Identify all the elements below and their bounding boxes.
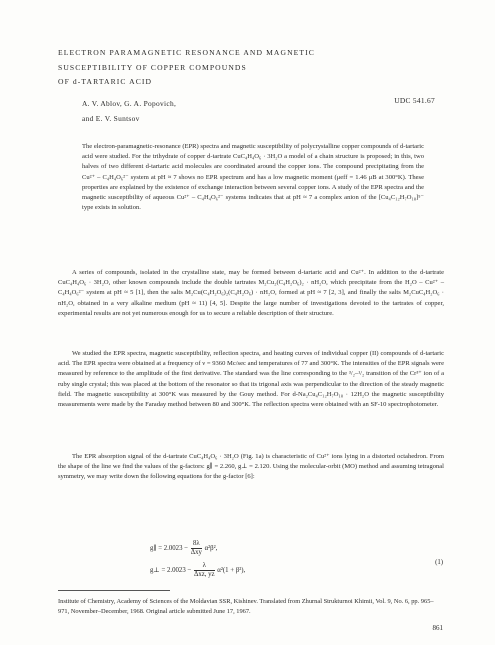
- title-line-1: ELECTRON PARAMAGNETIC RESONANCE AND MAGNETIC: [58, 48, 315, 57]
- eq-denominator: Δxy: [190, 549, 202, 556]
- eq-lhs: g⊥ = 2.0023 −: [150, 567, 192, 575]
- title-line-2: SUSCEPTIBILITY OF COPPER COMPOUNDS: [58, 62, 247, 72]
- body-paragraph-3: [58, 452, 444, 483]
- eq-fraction: [194, 562, 215, 579]
- authors-line-2: and E. V. Suntsov: [82, 114, 140, 123]
- paragraph-text: We studied the EPR spectra, magnetic susceptibility, reflection spectra, and heating curves of individual copper (II) compounds of d-tartaric acid. The EPR spectra were obtained at a frequency of ν = 9360 Mc/sec and temperatures of 77 and 300°K. The intensities of the EPR signals were measured by reference to the amplitude of the first derivative. The standard was the line corresponding to the ³/₂–¹/₂ transition of the Cr³⁺ ion of a ruby single crystal; this was placed at the bottom of the resonator so that its trigonal axis was perpendicular to the direction of the steady magnetic field. The magnetic susceptibility at 300°K was measured by the Gouy method. For d-Na₂Cu₄C₁₂H₇O₁₈ · 12H₂O the magnetic susceptibility measurements were made by the Faraday method between 80 and 300°K. The reflection spectra were obtained with an SF-10 spectrophotometer.: [58, 350, 444, 409]
- eq-rhs: α²(1 + β²),: [217, 567, 246, 575]
- title-line-3: OF d-TARTARIC ACID: [58, 77, 153, 86]
- abstract: The electron-paramagnetic-resonance (EPR) spectra and magnetic susceptibility of polycrystalline copper compounds of d-tartaric acid were studied. For the trihydrate of copper d-tartrate CuC₄H₄O₆ · 3H₂O a model of a chain structure is proposed; in this, two halves of two different d-tartaric acid molecules are coordinated around the copper ions. The compound precipitating from the Cu²⁺ – C₄H₄O₆²⁻ system at pH ≈ 7 shows no EPR spectrum and has a low magnetic moment (μeff = 1.46 μB at 300°K). These properties are explained by the existence of exchange interaction between several copper ions. A study of the EPR spectra and the magnetic susceptibility of aqueous Cu²⁺ – C₄H₄O₆²⁻ systems indicates that at pH ≈ 7 a complex anion of the [Cu₄C₁₂H₇O₁₈]⁵⁻ type exists in solution.: [82, 143, 424, 212]
- equation-number: (1): [435, 559, 443, 566]
- eq-lhs: g∥ = 2.0023 −: [150, 545, 188, 553]
- eq-numerator: 8λ: [191, 540, 202, 549]
- eq-fraction: [191, 540, 202, 557]
- equation-g-perpendicular: [150, 562, 245, 579]
- eq-numerator: λ: [194, 562, 215, 571]
- author-list: [82, 96, 176, 126]
- footnote: Institute of Chemistry, Academy of Sciences of the Moldavian SSR, Kishinev. Translated from Zhurnal Strukturnoi Khimii, Vol. 9, No. 6, pp. 965–971, November–December, 1968. Original article submitted June 17, 1967.: [58, 598, 434, 615]
- article-title: [58, 46, 315, 90]
- eq-rhs: α²β²,: [204, 545, 218, 553]
- body-paragraph-1: [58, 268, 444, 319]
- authors-line-1: A. V. Ablov, G. A. Popovich,: [82, 99, 177, 108]
- equation-g-parallel: [150, 540, 217, 557]
- paragraph-text: A series of compounds, isolated in the crystalline state, may be formed between d-tartaric acid and Cu²⁺. In addition to the d-tartrate CuC₄H₄O₆ · 3H₂O, other known compounds include the double tartrates M₂Cu₂(C₄H₂O₆)₂ · nH₂O, which precipitate from the H₂O – Cu²⁺ – C₄H₄O₆²⁻ system at pH ≈ 5 [1], then the salts M₂Cu(C₄H₂O₆)₂(C₄H₂O₆) · nH₂O, formed at pH ≈ 7 [2, 3], and finally the salts M₂CuC₄H₂O₆ · nH₂O, obtained in a very alkaline medium (pH ≈ 11) [4, 5]. Despite the large number of investigations devoted to the tartrates of copper, experimental results are not yet numerous enough for us to secure a reliable description of their structure.: [58, 269, 444, 317]
- footnote-divider: [58, 590, 170, 591]
- udc-code: UDC 541.67: [394, 96, 435, 105]
- eq-denominator: Δxz, yz: [193, 571, 215, 578]
- page-number: 861: [432, 624, 443, 632]
- paragraph-text: The EPR absorption signal of the d-tartrate CuC₄H₄O₆ · 3H₂O (Fig. 1a) is characteristic of Cu²⁺ ions lying in a distorted octahedron. From the shape of the line we find the values of the g-factors: g∥ = 2.260, g⊥ = 2.120. Using the molecular-orbit (MO) method and assuming tetragonal symmetry, we may write down the following equations for the g-factor [6]:: [58, 453, 444, 481]
- body-paragraph-2: [58, 349, 444, 410]
